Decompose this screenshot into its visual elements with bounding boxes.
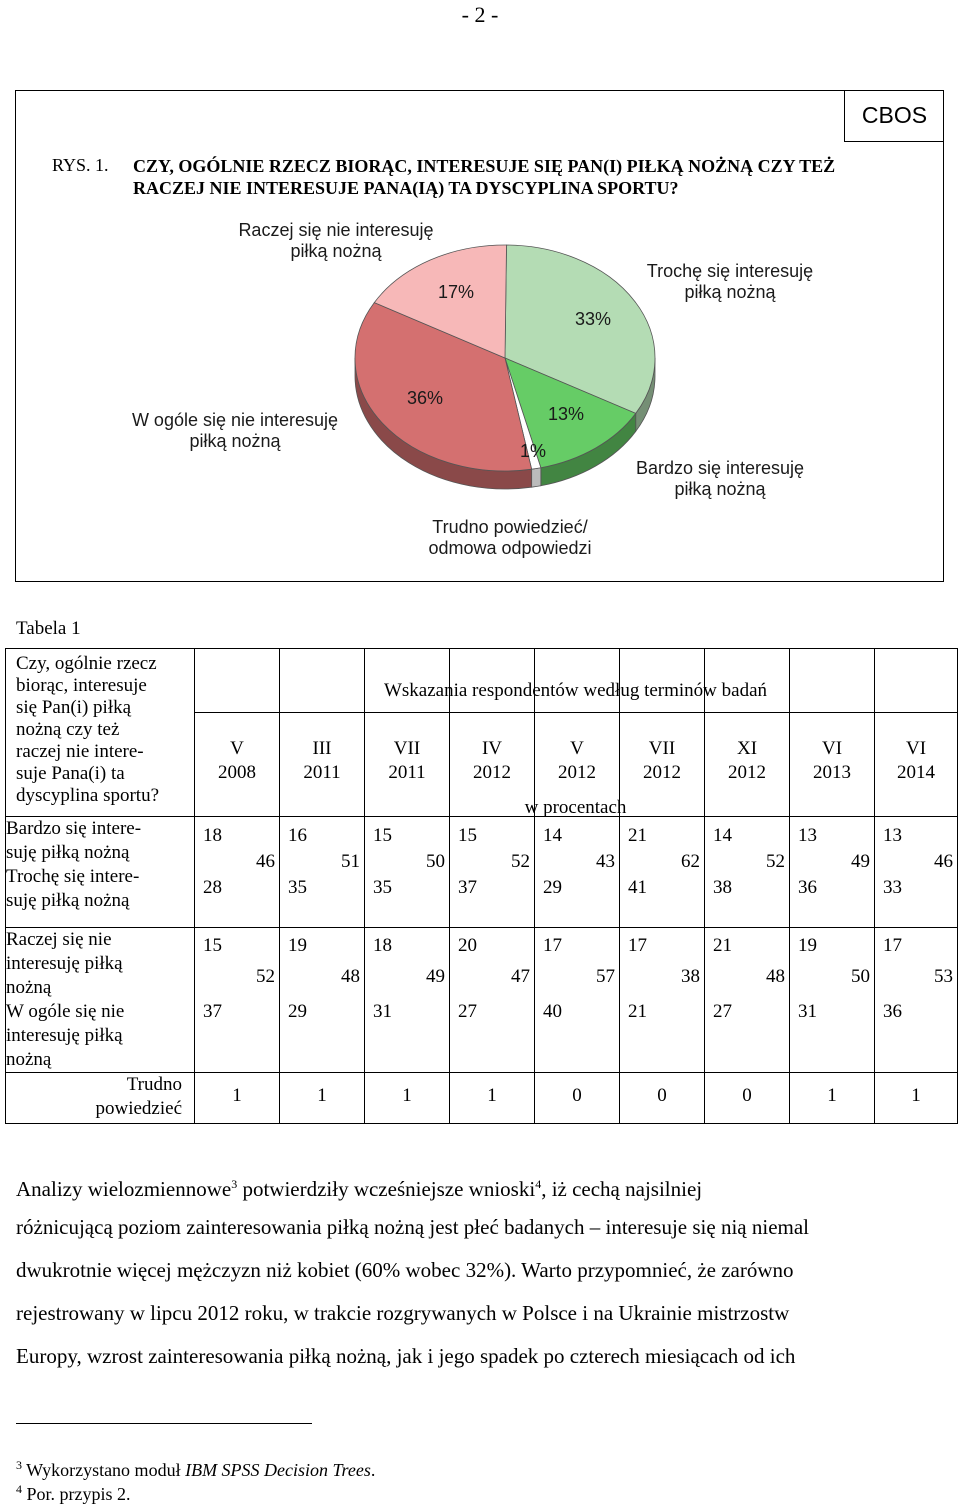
data-cell-interested bbox=[450, 817, 535, 928]
value-raczej-nie: 18 bbox=[373, 935, 392, 956]
column-year: 2012 bbox=[728, 762, 766, 783]
value-w-ogole: 37 bbox=[203, 1001, 222, 1022]
body-line bbox=[16, 1163, 944, 1211]
value-not-interested-sum: 52 bbox=[256, 966, 275, 987]
row-label-line: Trochę się intere- bbox=[6, 866, 140, 887]
value-bardzo: 16 bbox=[288, 825, 307, 846]
body-line: Europy, wzrost zainteresowania piłką nożną, jak i jego spadek po czterech miesiącach od ich bbox=[16, 1344, 796, 1368]
table-caption: Tabela 1 bbox=[16, 618, 81, 639]
question-line: nożną czy też bbox=[16, 719, 120, 740]
value-troche: 41 bbox=[628, 877, 647, 898]
data-cell-interested bbox=[365, 817, 450, 928]
data-cell-trudno bbox=[280, 1073, 365, 1124]
value-troche: 33 bbox=[883, 877, 902, 898]
body-text: potwierdziły wcześniejsze wnioski bbox=[237, 1177, 536, 1201]
column-month: VII bbox=[393, 738, 421, 759]
row-label-line: suję piłką nożną bbox=[6, 890, 130, 911]
question-line: Czy, ogólnie rzecz bbox=[16, 653, 157, 674]
value-troche: 37 bbox=[458, 877, 477, 898]
column-header bbox=[365, 649, 450, 817]
value-raczej-nie: 17 bbox=[883, 935, 902, 956]
row-label-line: nożną bbox=[6, 977, 52, 998]
value-raczej-nie: 17 bbox=[628, 935, 647, 956]
value-not-interested-sum: 47 bbox=[511, 966, 530, 987]
row-label-line: Bardzo się intere- bbox=[6, 818, 142, 839]
column-month: XI bbox=[736, 738, 758, 759]
column-year: 2012 bbox=[643, 762, 681, 783]
row-label-line: Trudno bbox=[126, 1074, 182, 1095]
value-w-ogole: 40 bbox=[543, 1001, 562, 1022]
pie-value-raczej-nie: 17% bbox=[438, 282, 475, 302]
value-w-ogole: 27 bbox=[458, 1001, 477, 1022]
row-label-bardzo bbox=[6, 817, 194, 865]
data-cell-not-interested bbox=[620, 928, 705, 1073]
value-troche: 35 bbox=[373, 877, 392, 898]
data-cell-not-interested bbox=[450, 928, 535, 1073]
data-cell-not-interested bbox=[705, 928, 790, 1073]
value-raczej-nie: 19 bbox=[288, 935, 307, 956]
footnote-text: Wykorzystano moduł bbox=[22, 1460, 186, 1480]
body-text: , iż cechą najsilniej bbox=[541, 1177, 703, 1201]
data-cell-interested bbox=[195, 817, 280, 928]
value-troche: 36 bbox=[798, 877, 817, 898]
value-w-ogole: 27 bbox=[713, 1001, 732, 1022]
results-table bbox=[5, 648, 958, 1124]
value-not-interested-sum: 49 bbox=[426, 966, 445, 987]
pie-label-line: W ogóle się nie interesuję bbox=[131, 410, 339, 430]
value-w-ogole: 31 bbox=[798, 1001, 817, 1022]
row-label-line: nożną bbox=[6, 1049, 52, 1070]
value-w-ogole: 31 bbox=[373, 1001, 392, 1022]
value-trudno: 1 bbox=[232, 1085, 242, 1106]
value-bardzo: 14 bbox=[543, 825, 562, 846]
table-header-top: Wskazania respondentów według terminów badań bbox=[383, 680, 768, 701]
column-month: VI bbox=[905, 738, 927, 759]
column-year: 2012 bbox=[558, 762, 596, 783]
column-month: V bbox=[570, 738, 584, 759]
pie-value-bardzo: 13% bbox=[548, 404, 585, 424]
column-month: III bbox=[312, 738, 332, 759]
data-cell-interested bbox=[535, 817, 620, 928]
data-cell-trudno bbox=[875, 1073, 958, 1124]
value-trudno: 1 bbox=[827, 1085, 837, 1106]
value-trudno: 0 bbox=[742, 1085, 752, 1106]
value-bardzo: 18 bbox=[203, 825, 222, 846]
pie-value-troche: 33% bbox=[575, 309, 612, 329]
value-troche: 35 bbox=[288, 877, 307, 898]
source-tag: CBOS bbox=[844, 90, 944, 142]
pie-label-line: piłką nożną bbox=[189, 431, 281, 451]
column-header bbox=[620, 649, 705, 817]
column-year: 2011 bbox=[303, 762, 341, 783]
column-header bbox=[705, 649, 790, 817]
row-label-line: Raczej się nie bbox=[6, 929, 112, 950]
data-cell-not-interested bbox=[280, 928, 365, 1073]
value-bardzo: 13 bbox=[883, 825, 902, 846]
row-label-troche bbox=[6, 865, 194, 913]
row-label-w-ogole bbox=[6, 1000, 194, 1072]
value-bardzo: 14 bbox=[713, 825, 732, 846]
pie-label-line: piłką nożną bbox=[684, 282, 776, 302]
row-label-line: powiedzieć bbox=[95, 1098, 182, 1119]
value-troche: 28 bbox=[203, 877, 222, 898]
row-label-raczej-nie bbox=[6, 928, 194, 1000]
data-cell-not-interested bbox=[535, 928, 620, 1073]
column-header bbox=[535, 649, 620, 817]
question-cell bbox=[6, 649, 195, 817]
value-w-ogole: 21 bbox=[628, 1001, 647, 1022]
value-bardzo: 13 bbox=[798, 825, 817, 846]
pie-label-troche bbox=[620, 261, 840, 303]
value-not-interested-sum: 53 bbox=[934, 966, 953, 987]
question-line: biorąc, interesuje bbox=[16, 675, 147, 696]
table-header-unit: w procentach bbox=[524, 797, 627, 818]
value-trudno: 0 bbox=[572, 1085, 582, 1106]
body-line: dwukrotnie więcej mężczyzn niż kobiet (60% wobec 32%). Warto przypomnieć, że zarówno bbox=[16, 1258, 794, 1282]
data-cell-not-interested bbox=[195, 928, 280, 1073]
value-w-ogole: 29 bbox=[288, 1001, 307, 1022]
data-cell-not-interested bbox=[365, 928, 450, 1073]
value-bardzo: 15 bbox=[458, 825, 477, 846]
pie-label-line: Raczej się nie interesuję bbox=[238, 220, 434, 240]
value-trudno: 1 bbox=[911, 1085, 921, 1106]
row-label-cell bbox=[6, 928, 195, 1073]
column-month: IV bbox=[481, 738, 503, 759]
data-cell-trudno bbox=[790, 1073, 875, 1124]
pie-label-line: Trochę się interesuję bbox=[646, 261, 814, 281]
value-not-interested-sum: 50 bbox=[851, 966, 870, 987]
pie-label-line: odmowa odpowiedzi bbox=[428, 538, 592, 558]
column-year: 2012 bbox=[473, 762, 511, 783]
row-label-cell bbox=[6, 817, 195, 928]
body-line: rejestrowany w lipcu 2012 roku, w trakcie rozgrywanych w Polsce i na Ukrainie mistrzostw bbox=[16, 1301, 790, 1325]
column-header bbox=[195, 649, 280, 817]
value-raczej-nie: 17 bbox=[543, 935, 562, 956]
value-interested-sum: 50 bbox=[426, 851, 445, 872]
pie-label-trudno bbox=[400, 517, 620, 559]
pie-label-line: piłką nożną bbox=[290, 241, 382, 261]
value-bardzo: 21 bbox=[628, 825, 647, 846]
pie-label-w-ogole bbox=[110, 410, 360, 452]
data-cell-trudno bbox=[195, 1073, 280, 1124]
value-raczej-nie: 20 bbox=[458, 935, 477, 956]
body-line: różnicującą poziom zainteresowania piłką nożną jest płeć badanych – interesuje się nią niemal bbox=[16, 1215, 810, 1239]
column-header bbox=[875, 649, 958, 817]
value-troche: 38 bbox=[713, 877, 732, 898]
value-interested-sum: 62 bbox=[681, 851, 700, 872]
row-label-line: interesuję piłką bbox=[6, 953, 123, 974]
figure-title-line: CZY, OGÓLNIE RZECZ BIORĄC, INTERESUJE SIĘ PAN(I) PIŁKĄ NOŻNĄ CZY TEŻ bbox=[133, 156, 836, 176]
data-cell-trudno bbox=[450, 1073, 535, 1124]
data-cell-not-interested bbox=[790, 928, 875, 1073]
row-label-line: suję piłką nożną bbox=[6, 842, 130, 863]
footnote-number: 3 bbox=[16, 1458, 22, 1472]
row-label-line: interesuję piłką bbox=[6, 1025, 123, 1046]
value-not-interested-sum: 57 bbox=[596, 966, 615, 987]
column-month: VI bbox=[821, 738, 843, 759]
table-header-rule bbox=[194, 712, 957, 713]
value-raczej-nie: 19 bbox=[798, 935, 817, 956]
value-trudno: 1 bbox=[402, 1085, 412, 1106]
value-not-interested-sum: 48 bbox=[341, 966, 360, 987]
value-interested-sum: 49 bbox=[851, 851, 870, 872]
value-bardzo: 15 bbox=[373, 825, 392, 846]
footnote-text: . bbox=[370, 1460, 376, 1480]
pie-value-trudno: 1% bbox=[520, 441, 547, 461]
footnote-3 bbox=[16, 1458, 375, 1481]
question-line: się Pan(i) piłką bbox=[16, 697, 132, 718]
data-cell-interested bbox=[705, 817, 790, 928]
footnote-ref[interactable]: 4 bbox=[535, 1177, 542, 1191]
page-number: - 2 - bbox=[461, 2, 499, 27]
value-interested-sum: 43 bbox=[596, 851, 615, 872]
column-month: VII bbox=[648, 738, 676, 759]
figure-title-line: RACZEJ NIE INTERESUJE PANA(IĄ) TA DYSCYPLINA SPORTU? bbox=[133, 178, 679, 198]
pie-label-line: Bardzo się interesuję bbox=[635, 458, 805, 478]
data-cell-trudno bbox=[535, 1073, 620, 1124]
column-year: 2013 bbox=[813, 762, 851, 783]
pie-slice-side bbox=[532, 468, 541, 487]
data-cell-interested bbox=[620, 817, 705, 928]
footnote-text: Por. przypis 2. bbox=[22, 1484, 131, 1504]
value-w-ogole: 36 bbox=[883, 1001, 902, 1022]
data-cell-trudno bbox=[365, 1073, 450, 1124]
data-cell-trudno bbox=[620, 1073, 705, 1124]
pie-value-w-ogole: 36% bbox=[407, 388, 444, 408]
value-raczej-nie: 15 bbox=[203, 935, 222, 956]
question-line: dyscyplina sportu? bbox=[16, 785, 160, 806]
question-line: raczej nie intere- bbox=[16, 741, 144, 762]
footnote-4 bbox=[16, 1482, 131, 1505]
column-year: 2008 bbox=[218, 762, 256, 783]
data-cell-interested bbox=[875, 817, 958, 928]
data-cell-trudno bbox=[705, 1073, 790, 1124]
column-header bbox=[790, 649, 875, 817]
column-year: 2014 bbox=[897, 762, 935, 783]
row-label-line: W ogóle się nie bbox=[6, 1001, 125, 1022]
value-not-interested-sum: 48 bbox=[766, 966, 785, 987]
footnote-italic: IBM SPSS Decision Trees bbox=[185, 1460, 371, 1480]
value-interested-sum: 52 bbox=[766, 851, 785, 872]
column-header bbox=[450, 649, 535, 817]
value-trudno: 1 bbox=[317, 1085, 327, 1106]
data-cell-not-interested bbox=[875, 928, 958, 1073]
footnote-separator bbox=[16, 1423, 312, 1424]
question-line: suje Pana(i) ta bbox=[16, 763, 125, 784]
column-month: V bbox=[230, 738, 244, 759]
value-trudno: 0 bbox=[657, 1085, 667, 1106]
data-cell-interested bbox=[280, 817, 365, 928]
pie-label-line: Trudno powiedzieć/ bbox=[432, 517, 588, 537]
row-label-cell bbox=[6, 1073, 195, 1124]
body-text: Analizy wielozmiennowe bbox=[16, 1177, 232, 1201]
value-not-interested-sum: 38 bbox=[681, 966, 700, 987]
value-raczej-nie: 21 bbox=[713, 935, 732, 956]
column-header bbox=[280, 649, 365, 817]
figure-label: RYS. 1. bbox=[52, 155, 109, 175]
footnote-number: 4 bbox=[16, 1482, 22, 1496]
value-interested-sum: 51 bbox=[341, 851, 360, 872]
column-year: 2011 bbox=[388, 762, 426, 783]
value-trudno: 1 bbox=[487, 1085, 497, 1106]
value-interested-sum: 46 bbox=[934, 851, 953, 872]
footnote-ref[interactable]: 3 bbox=[231, 1177, 238, 1191]
value-interested-sum: 52 bbox=[511, 851, 530, 872]
value-troche: 29 bbox=[543, 877, 562, 898]
value-interested-sum: 46 bbox=[256, 851, 275, 872]
data-cell-interested bbox=[790, 817, 875, 928]
pie-label-raczej-nie bbox=[216, 220, 456, 262]
pie-label-line: piłką nożną bbox=[674, 479, 766, 499]
pie-label-bardzo bbox=[620, 458, 820, 500]
